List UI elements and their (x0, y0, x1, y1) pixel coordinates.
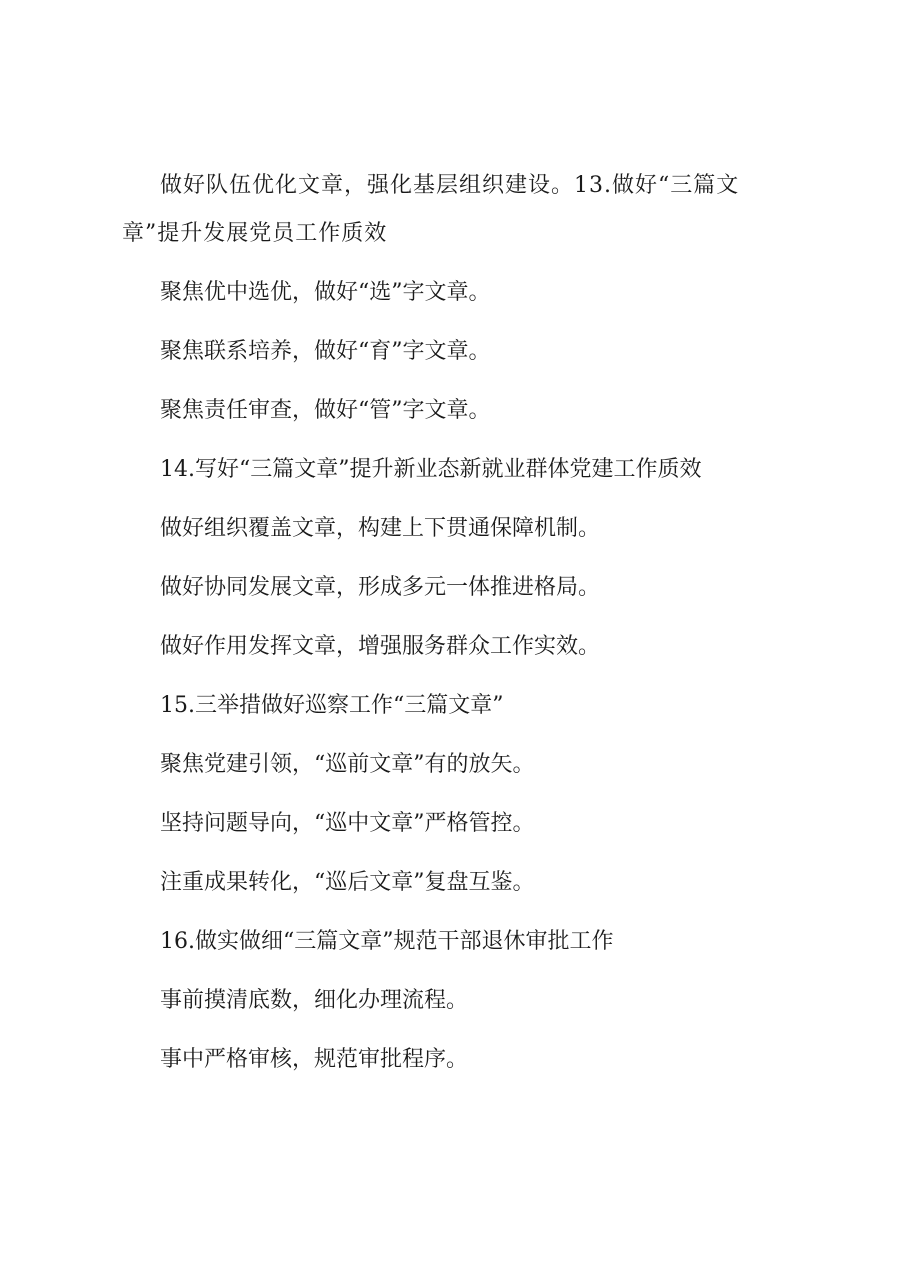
paragraph: 做好队伍优化文章，强化基层组织建设。13.做好“三篇文章”提升发展党员工作质效 (122, 173, 740, 246)
paragraph: 事前摸清底数，细化办理流程。 (160, 988, 469, 1013)
paragraph: 聚焦党建引领，“巡前文章”有的放矢。 (160, 752, 535, 777)
paragraph: 做好协同发展文章，形成多元一体推进格局。 (160, 575, 601, 600)
paragraph: 事中严格审核，规范审批程序。 (160, 1047, 469, 1072)
section-heading: 14.写好“三篇文章”提升新业态新就业群体党建工作质效 (160, 457, 702, 482)
document-body (122, 162, 782, 1095)
paragraph: 做好作用发挥文章，增强服务群众工作实效。 (160, 634, 601, 659)
paragraph: 注重成果转化，“巡后文章”复盘互鉴。 (160, 870, 535, 895)
section-heading: 15.三举措做好巡察工作“三篇文章” (160, 693, 504, 718)
paragraph: 聚焦联系培养，做好“育”字文章。 (160, 339, 491, 364)
section-heading: 16.做实做细“三篇文章”规范干部退休审批工作 (160, 929, 614, 954)
paragraph: 聚焦责任审查，做好“管”字文章。 (160, 398, 491, 423)
paragraph: 做好组织覆盖文章，构建上下贯通保障机制。 (160, 516, 601, 541)
paragraph: 聚焦优中选优，做好“选”字文章。 (160, 280, 491, 305)
paragraph: 坚持问题导向，“巡中文章”严格管控。 (160, 811, 535, 836)
